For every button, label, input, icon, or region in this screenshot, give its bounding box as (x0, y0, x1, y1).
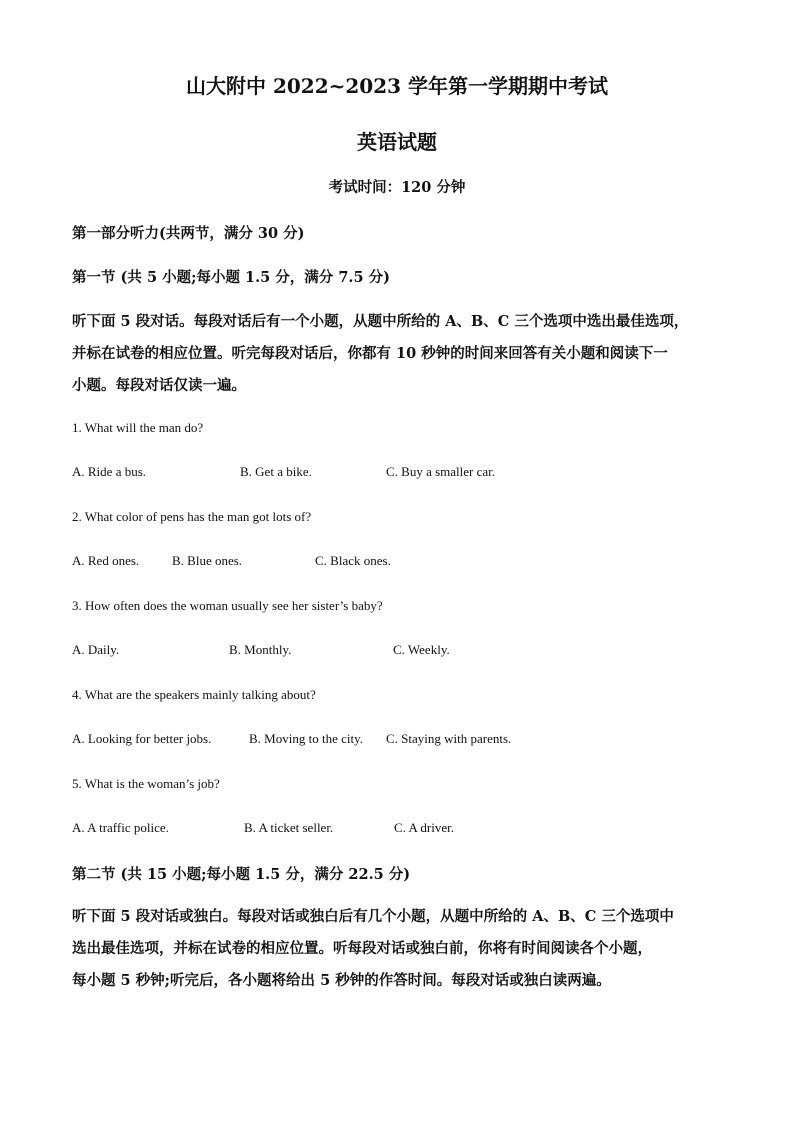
question-3-option-b: B. Monthly. (229, 642, 292, 657)
instruction-line: 并标在试卷的相应位置。听完每段对话后，你都有 10 秒钟的时间来回答有关小题和阅读下一 (72, 345, 668, 362)
question-1-stem: 1. What will the man do? (72, 420, 204, 435)
instruction-line: 每小题 5 秒钟;听完后，各小题将给出 5 秒钟的作答时间。每段对话或独白读两遍。 (72, 972, 611, 989)
question-5-option-c: C. A driver. (394, 820, 454, 835)
question-4-option-c: C. Staying with parents. (386, 731, 512, 746)
question-5-option-a: A. A traffic police. (72, 820, 169, 835)
question-4-stem: 4. What are the speakers mainly talking about? (72, 687, 316, 702)
exam-title: 山大附中 2022~2023 学年第一学期期中考试 (185, 74, 608, 98)
instruction-line: 听下面 5 段对话。每段对话后有一个小题，从题中所给的 A、B、C 三个选项中选出最佳选项， (72, 313, 689, 330)
section-two-heading: 第二节 (共 15 小题;每小题 1.5 分，满分 22.5 分) (72, 866, 411, 883)
section-one-instructions (72, 306, 724, 402)
instruction-line: 小题。每段对话仅读一遍。 (72, 377, 246, 394)
question-5-stem: 5. What is the woman’s job? (72, 776, 220, 791)
part-one-heading: 第一部分听力(共两节，满分 30 分) (72, 225, 305, 242)
section-two-instructions (72, 901, 724, 997)
question-2-option-a: A. Red ones. (72, 553, 140, 568)
exam-time: 考试时间：120 分钟 (328, 179, 466, 196)
question-5-option-b: B. A ticket seller. (244, 820, 334, 835)
question-2-option-b: B. Blue ones. (172, 553, 243, 568)
exam-subject: 英语试题 (357, 130, 437, 154)
question-2-option-c: C. Black ones. (315, 553, 391, 568)
instruction-line: 听下面 5 段对话或独白。每段对话或独白后有几个小题，从题中所给的 A、B、C 三个选项中 (72, 908, 674, 925)
question-3-option-c: C. Weekly. (393, 642, 450, 657)
question-2-stem: 2. What color of pens has the man got lots of? (72, 509, 312, 524)
question-3-option-a: A. Daily. (72, 642, 120, 657)
instruction-line: 选出最佳选项，并标在试卷的相应位置。听每段对话或独白前，你将有时间阅读各个小题， (72, 940, 652, 957)
question-3-stem: 3. How often does the woman usually see her sister’s baby? (72, 598, 383, 613)
question-1-option-c: C. Buy a smaller car. (386, 464, 496, 479)
question-4-option-a: A. Looking for better jobs. (72, 731, 212, 746)
question-1-option-b: B. Get a bike. (240, 464, 312, 479)
question-4-option-b: B. Moving to the city. (249, 731, 363, 746)
question-1-option-a: A. Ride a bus. (72, 464, 147, 479)
section-one-heading: 第一节 (共 5 小题;每小题 1.5 分，满分 7.5 分) (72, 269, 390, 286)
